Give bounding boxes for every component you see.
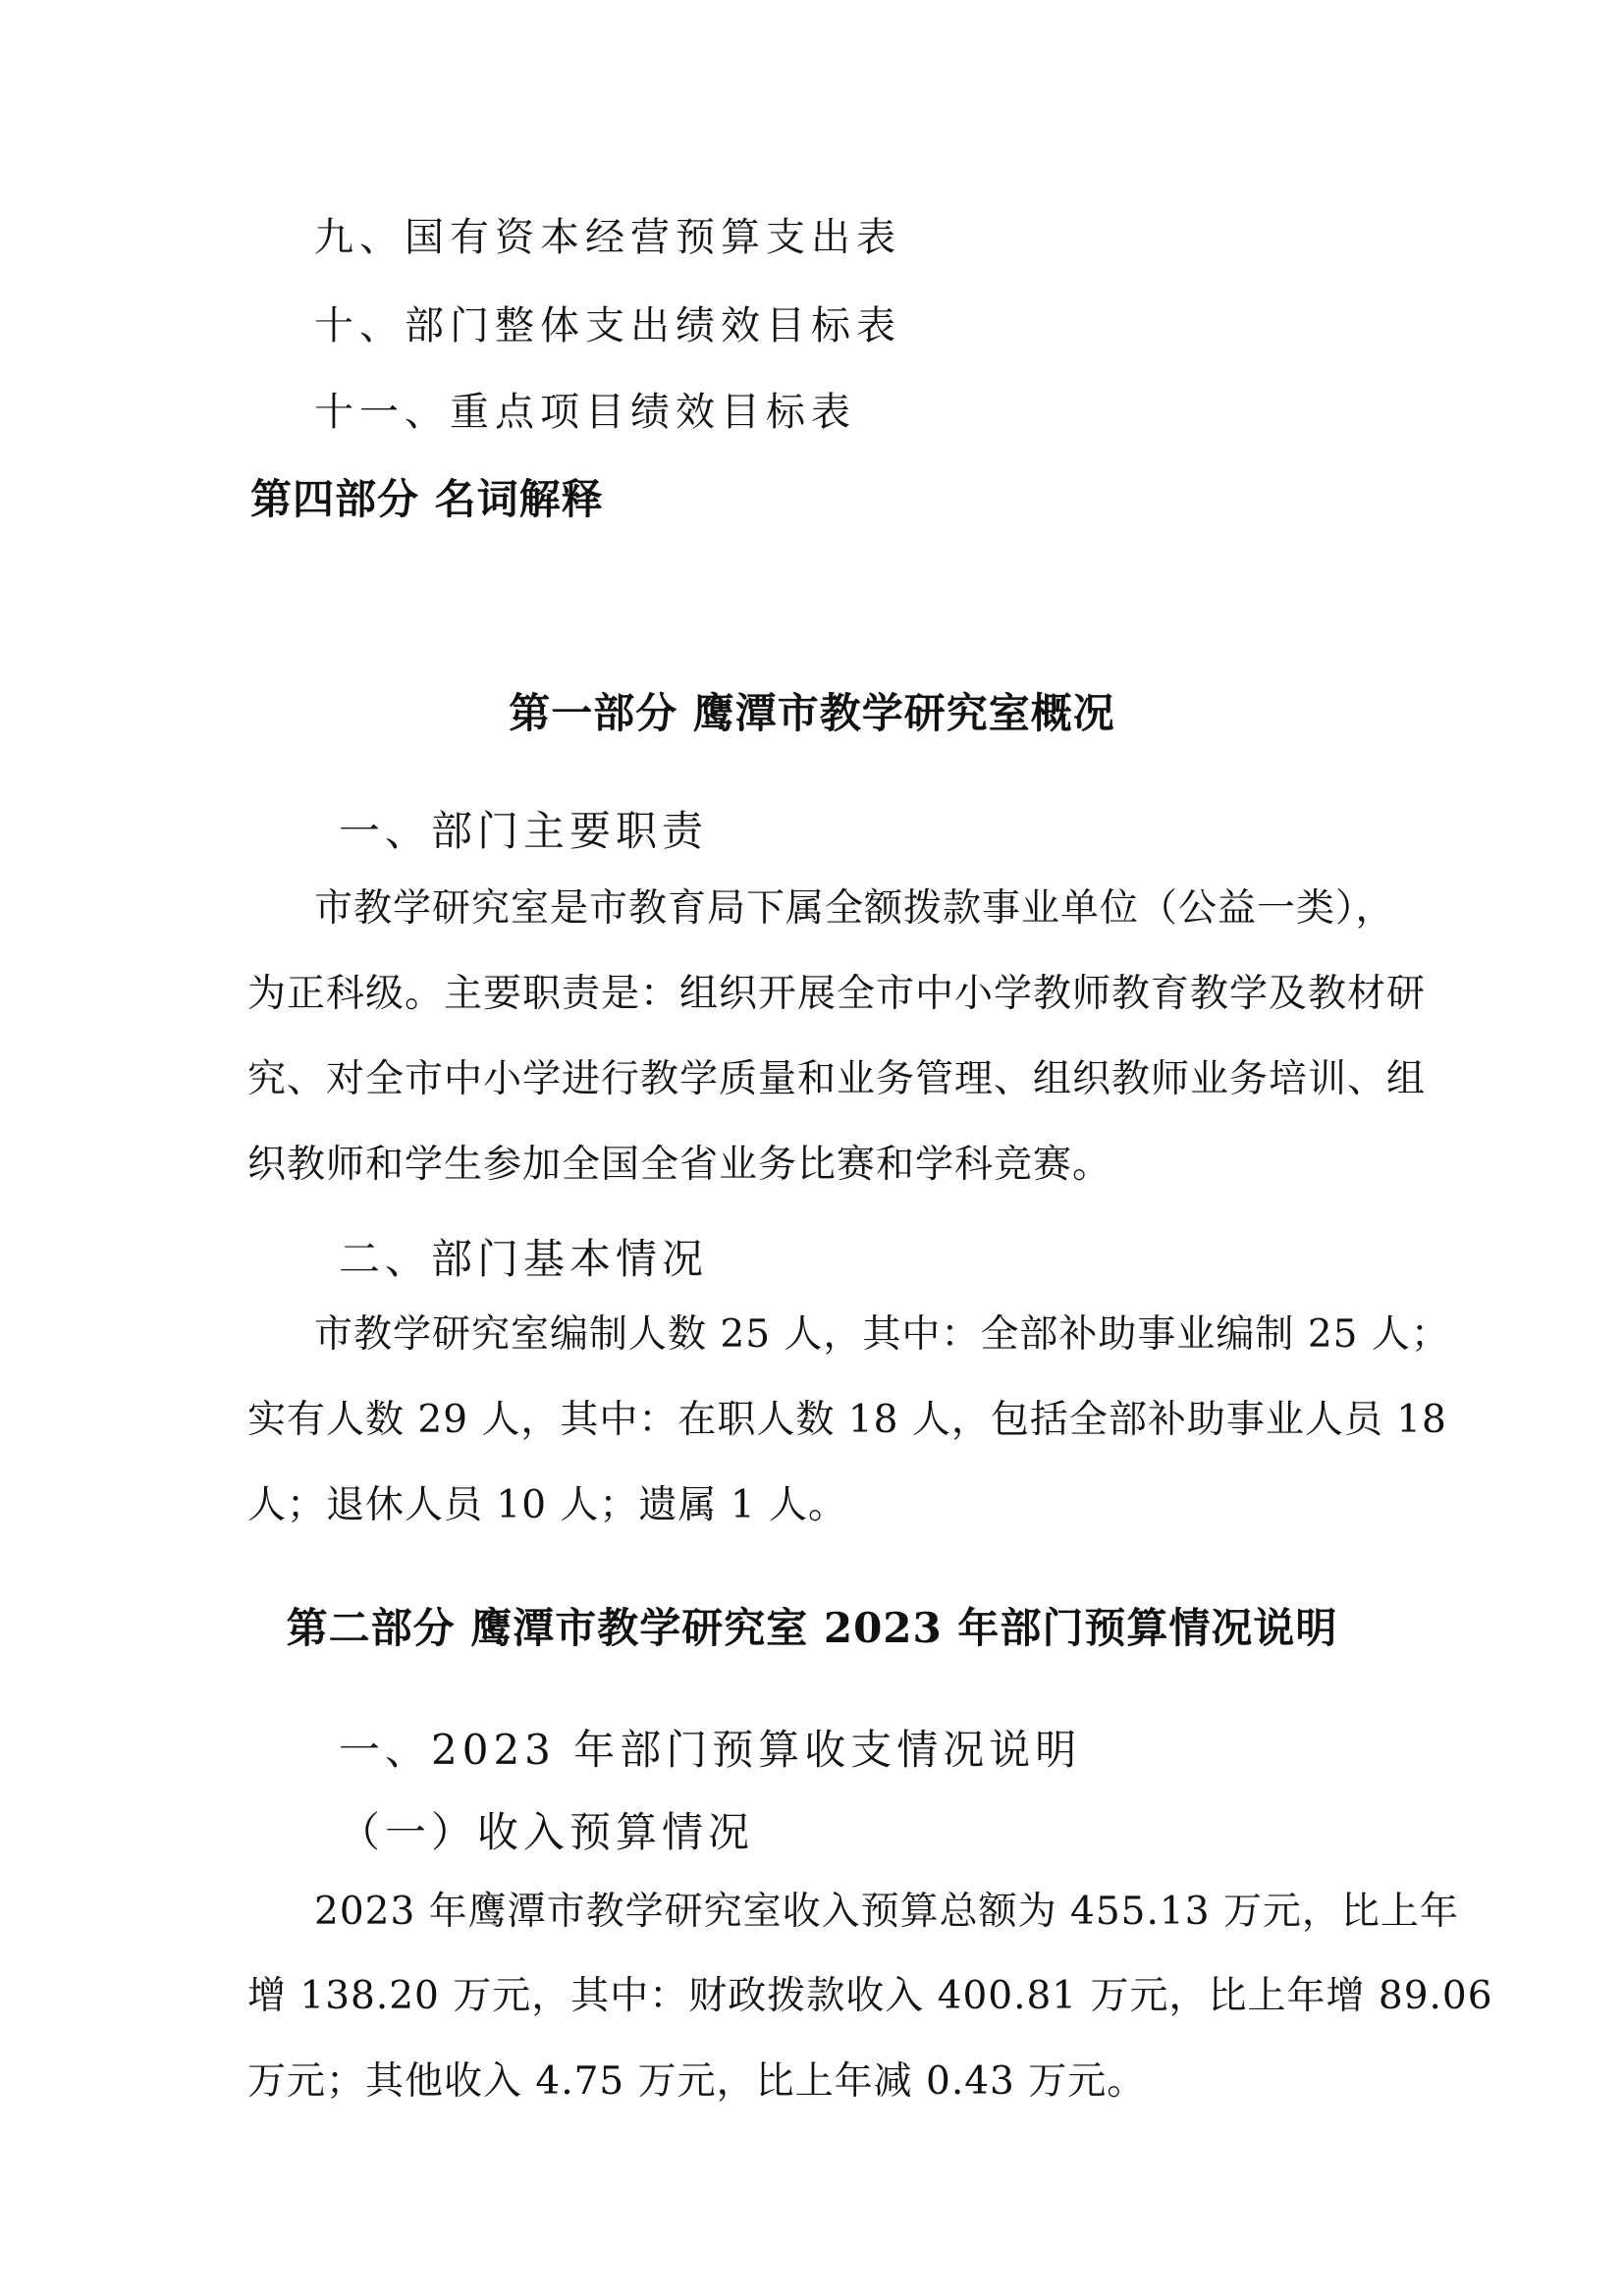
part1-section1-line-4: 织教师和学生参加全国全省业务比赛和学科竞赛。 [247,1143,1112,1187]
part2-section1-subheading: （一）收入预算情况 [339,1808,755,1856]
part1-section1-line-3: 究、对全市中小学进行教学质量和业务管理、组织教师业务培训、组 [247,1057,1427,1101]
part1-section1-line-1: 市教学研究室是市教育局下属全额拨款事业单位（公益一类）， [314,886,1395,931]
part2-section1-line-3: 万元；其他收入 4.75 万元，比上年减 0.43 万元。 [247,2059,1147,2104]
part1-title: 第一部分 鹰潭市教学研究室概况 [509,689,1115,737]
part2-title: 第二部分 鹰潭市教学研究室 2023 年部门预算情况说明 [286,1604,1338,1652]
part1-section2-heading: 二、部门基本情况 [339,1235,709,1283]
part2-section1-heading: 一、2023 年部门预算收支情况说明 [339,1726,1082,1774]
toc-item-9: 九、国有资本经营预算支出表 [314,215,901,260]
part2-section1-line-1: 2023 年鹰潭市教学研究室收入预算总额为 455.13 万元，比上年 [314,1890,1459,1934]
part2-section1-line-2: 增 138.20 万元，其中：财政拨款收入 400.81 万元，比上年增 89.06 [247,1974,1493,2018]
part1-section1-line-2: 为正科级。主要职责是：组织开展全市中小学教师教育教学及教材研 [247,972,1427,1016]
part1-section2-line-1: 市教学研究室编制人数 25 人，其中：全部补助事业编制 25 人； [314,1312,1450,1357]
toc-item-11: 十一、重点项目绩效目标表 [314,390,856,435]
part1-section2-line-2: 实有人数 29 人，其中：在职人数 18 人，包括全部补助事业人员 18 [247,1398,1447,1442]
toc-part-4: 第四部分 名词解释 [250,475,604,523]
toc-item-10: 十、部门整体支出绩效目标表 [314,303,901,348]
part1-section1-heading: 一、部门主要职责 [339,807,709,855]
part1-section2-line-3: 人；退休人员 10 人；遗属 1 人。 [247,1483,848,1527]
